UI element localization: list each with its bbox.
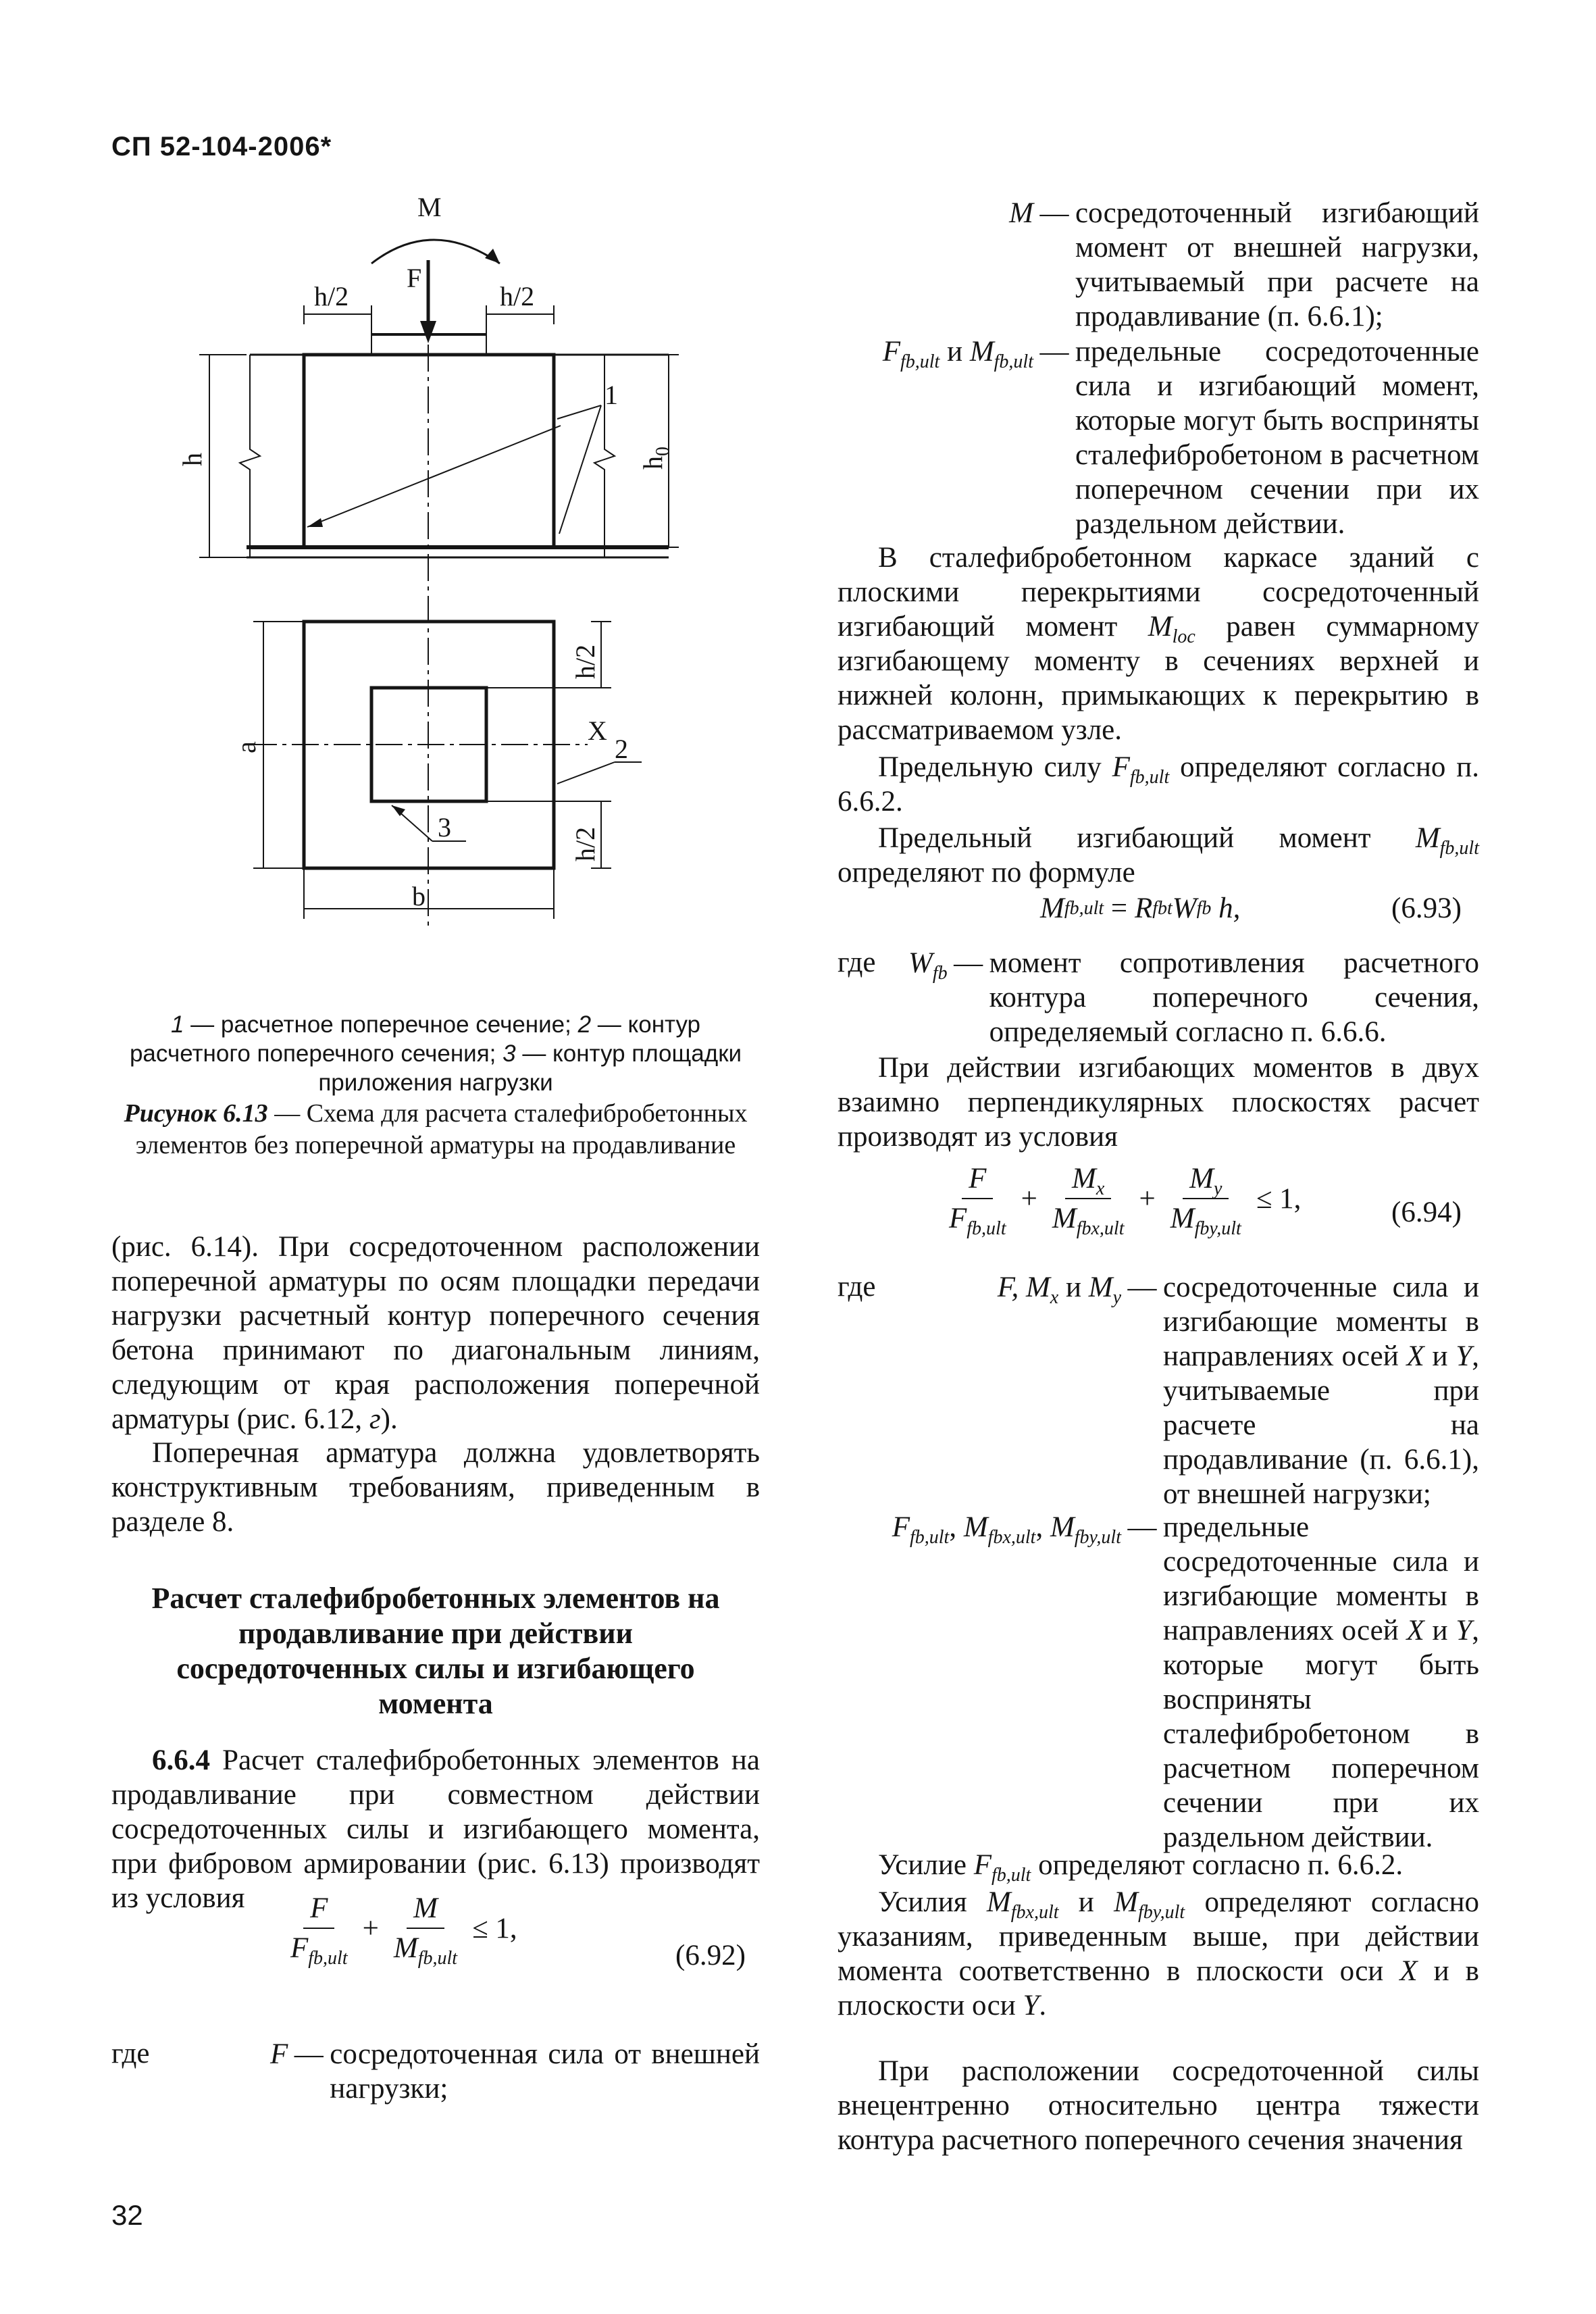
label-F: F (407, 263, 422, 293)
label-h2-right: h/2 (500, 281, 535, 311)
left-para-1: (рис. 6.14). При сосредоточенном расположении поперечной арматуры по осям площадки передачи нагрузки расчетный контур поперечного сечения бетона принимают по диагональным линиям, следующим от края расположения поперечной арматуры (рис. 6.12, г). (111, 1231, 760, 1435)
label-h0: $h_0$ (638, 447, 673, 470)
left-where: где (111, 2038, 150, 2069)
figure-legend: 1 — расчетное поперечное сечение; 2 — контур расчетного поперечного сечения; 3 — контур площадки приложения нагрузки (129, 1011, 742, 1096)
label-b: b (412, 881, 426, 911)
running-header: СП 52-104-2006* (111, 132, 332, 161)
right-where-W: где (838, 947, 876, 978)
section-heading: Расчет сталефибробетонных элементов на продавливание при действии сосредоточенных силы и изгибающего момента (151, 1582, 720, 1720)
page-number: 32 (111, 2199, 143, 2231)
label-h2-plan-bottom: h/2 (570, 826, 600, 861)
eq-6-94-number: (6.94) (1391, 1197, 1462, 1228)
right-para-last: При расположении сосредоточенной силы внецентренно относительно центра тяжести контура расчетного поперечного сечения значения (838, 2055, 1479, 2156)
force-arrowhead (420, 321, 436, 343)
moment-arrowhead (485, 249, 500, 263)
label-2: 2 (615, 734, 628, 764)
equation-6-93: M fb,ult = R fbt W fb h, (1040, 892, 1241, 924)
def-F: F — сосредоточенная сила от внешней нагрузки; (270, 2038, 760, 2105)
right-para-two-planes: При действии изгибающих моментов в двух взаимно перпендикулярных плоскостях расчет производят из условия (838, 1052, 1479, 1153)
def-ult-forces: $F_{fb,ult}$, $M_{fbx,ult}$, $M_{fby,ult}$ — предельные сосредоточенные сила и изгибающие моменты в направлениях осей X и Y, которые могут быть восприняты сталефибробетоном в расчетном поперечном сечении при их раздельном действии. (892, 1511, 1479, 1853)
label-3: 3 (438, 812, 451, 842)
equation-6-94: $\frac{F}{F_{fb,ult}}$ + $\frac{M_x}{M_{fbx,ult}}$ + $\frac{M_y}{M_{fby,ult}}$ ≤ 1, (949, 1163, 1302, 1239)
label-h: h (177, 453, 207, 466)
right-para-mloc: В сталефибробетонном каркасе зданий с плоскими перекрытиями сосредоточенный изгибающий момент $M_{loc}$ равен суммарному изгибающему моменту в сечениях верхней и нижней колонн, примыкающих к перекрытию в рассматриваемом узле. (838, 542, 1479, 746)
def-F-M-ult: $F_{fb,ult}$ и $M_{fb,ult}$ — предельные сосредоточенные сила и изгибающий момент, которые могут быть восприняты сталефибробетоном в расчетном поперечном сечении при их раздельном действии. (882, 336, 1479, 540)
eq-6-92-number: (6.92) (675, 1940, 746, 1971)
right-where-2: где (838, 1271, 876, 1303)
label-h2-left: h/2 (314, 281, 349, 311)
figure-caption: Рисунок 6.13 — Схема для расчета сталефибробетонных элементов без поперечной арматуры на продавливание (124, 1099, 748, 1159)
left-para-2: Поперечная арматура должна удовлетворять конструктивным требованиям, приведенным в разделе 8. (111, 1437, 760, 1538)
figure-6-13-diagram (177, 189, 709, 953)
label-a: a (231, 741, 261, 753)
clause-6-6-4: 6.6.4 Расчет сталефибробетонных элементов на продавливание при совместном действии сосредоточенных силы и изгибающего момента, при фибровом армировании (рис. 6.13) производят из условия (111, 1744, 760, 1914)
equation-6-92: $\frac{F}{F_{fb,ult}}$ + $\frac{M}{M_{fb,ult}}$ ≤ 1, (290, 1892, 517, 1969)
def-F-Mx-My: F, $M_x$ и $M_y$ — сосредоточенные сила и изгибающие моменты в направлениях осей X и Y, учитываемые при расчете на продавливание (п. 6.6.1), от внешней нагрузки; (997, 1272, 1479, 1510)
right-para-m-ult: Предельный изгибающий момент $M_{fb,ult}$ определяют по формуле (838, 822, 1479, 888)
right-para-forces: Усилия $M_{fbx,ult}$ и $M_{fby,ult}$ определяют согласно указаниям, приведенным выше, при действии момента соответственно в плоскости оси X и в плоскости оси Y. (838, 1886, 1480, 2021)
right-para-force: Усилие $F_{fb,ult}$ определяют согласно п. 6.6.2. (878, 1849, 1404, 1886)
moment-arc (371, 240, 500, 263)
right-para-f-ult: Предельную силу $F_{fb,ult}$ определяют согласно п. 6.6.2. (838, 751, 1479, 818)
label-X: X (588, 715, 607, 746)
def-W: $W_{fb}$ — момент сопротивления расчетного контура поперечного сечения, определяемый согласно п. 6.6.6. (908, 947, 1479, 1048)
label-h2-plan-top: h/2 (570, 644, 600, 679)
label-M: M (417, 192, 442, 222)
def-M: M — сосредоточенный изгибающий момент от внешней нагрузки, учитываемый при расчете на продавливание (п. 6.6.1); (1009, 197, 1479, 332)
label-1: 1 (604, 380, 618, 410)
eq-6-93-number: (6.93) (1391, 892, 1462, 924)
